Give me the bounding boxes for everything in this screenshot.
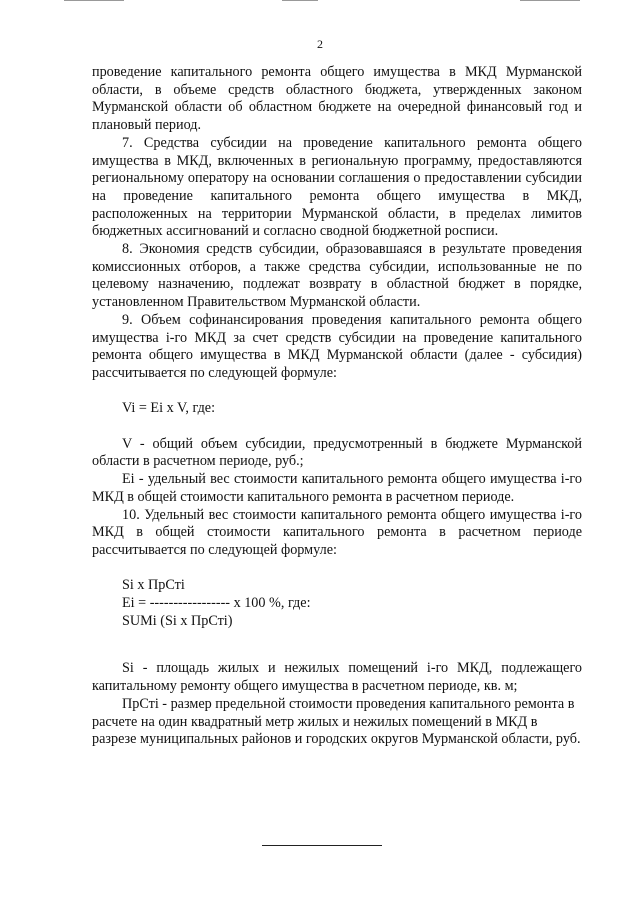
- paragraph-9: 9. Объем софинансирования проведения капитального ремонта общего имущества i-го МКД за счет средств субсидии на проведение капитального ремонта общего имущества в МКД Мурманской области (далее - субсидия) рассчитывается по следующей формуле:: [92, 311, 582, 381]
- paragraph-10: 10. Удельный вес стоимости капитального ремонта общего имущества i-го МКД в общей стоимости капитального ремонта в расчетном периоде рассчитывается по следующей формуле:: [92, 506, 582, 558]
- definition-prsti: ПрСтi - размер предельной стоимости проведения капитального ремонта в расчете на один квадратный метр жилых и нежилых помещений в МКД в разрезе муниципальных районов и городских округов Мурманской области, руб.: [92, 695, 581, 748]
- paragraph-continuation: проведение капитального ремонта общего имущества в МКД Мурманской области, в объеме средств областного бюджета, утвержденных законом Мурманской области об областном бюджете на очередной финансовый год и плановый период.: [92, 64, 582, 134]
- top-scan-line: [520, 0, 580, 1]
- definition-ei: Ei - удельный вес стоимости капитального ремонта общего имущества i-го МКД в общей стоимости капитального ремонта в расчетном периоде.: [92, 471, 582, 505]
- definition-si: Si - площадь жилых и нежилых помещений i-го МКД, подлежащего капитальному ремонту общего имущества в расчетном периоде, кв. м;: [92, 660, 582, 695]
- top-scan-line: [64, 0, 124, 1]
- end-separator-line: [262, 845, 382, 846]
- paragraph-7: 7. Средства субсидии на проведение капитального ремонта общего имущества в МКД, включенных в региональную программу, предоставляются региональному оператору на основании соглашения о предоставлении субсидии на проведение капитального ремонта общего имущества в МКД, расположенных на территории Мурманской области, в пределах лимитов бюджетных ассигнований и согласно сводной бюджетной росписи.: [92, 134, 582, 240]
- formula-ei-numerator: Si x ПрСтi: [122, 577, 185, 594]
- page-number: 2: [317, 37, 323, 51]
- formula-ei: Ei = ----------------- x 100 %, где:: [122, 595, 311, 612]
- definition-v: V - общий объем субсидии, предусмотренный в бюджете Мурманской области в расчетном периоде, руб.;: [92, 435, 582, 470]
- top-scan-line: [282, 0, 318, 1]
- document-body: [92, 64, 582, 749]
- formula-vi: Vi = Ei x V, где:: [122, 400, 216, 417]
- paragraph-8: 8. Экономия средств субсидии, образовавшаяся в результате проведения комиссионных отборов, а также средства субсидии, использованные не по целевому назначению, подлежат возврату в областной бюджет в порядке, установленном Правительством Мурманской области.: [92, 241, 582, 311]
- formula-ei-denominator: SUMi (Si x ПрСтi): [122, 612, 233, 629]
